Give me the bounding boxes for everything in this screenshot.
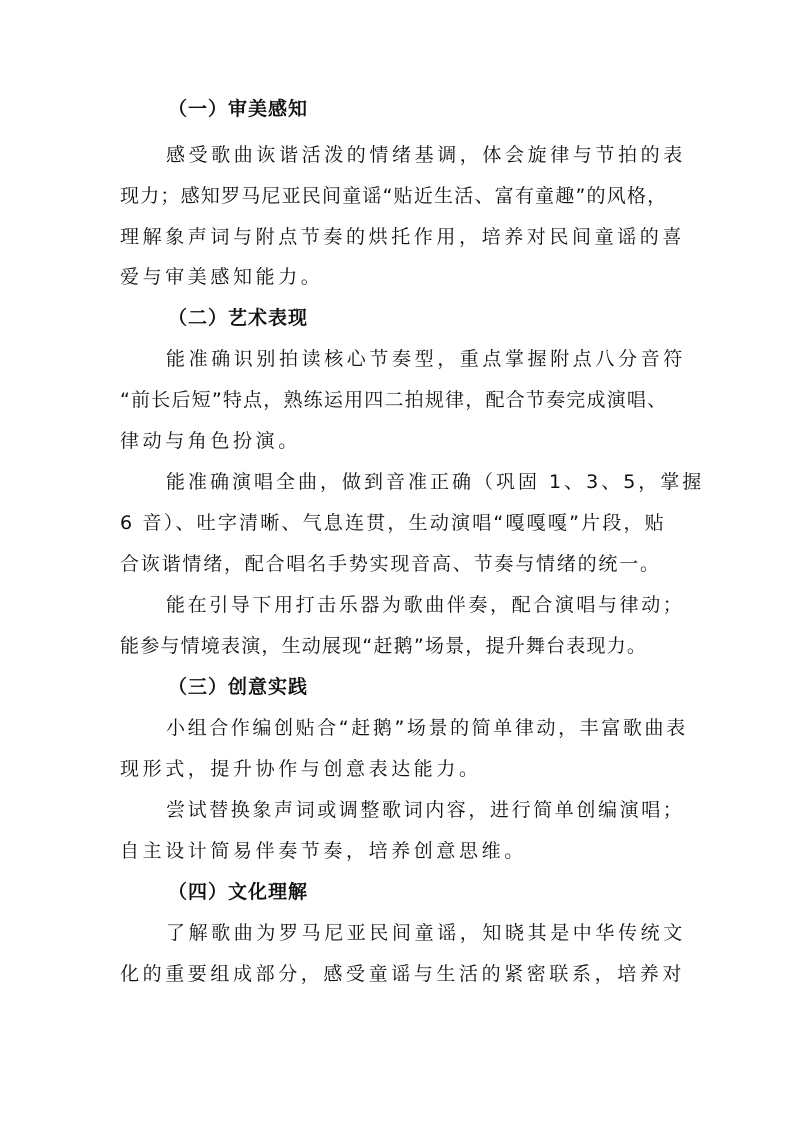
- paragraph-line: 能参与情境表演，生动展现“赶鹅”场景，提升舞台表现力。: [120, 635, 648, 657]
- paragraph-line: 现力；感知罗马尼亚民间童谣“贴近生活、富有童趣”的风格，: [120, 185, 668, 207]
- paragraph-line: 能在引导下用打击乐器为歌曲伴奏，配合演唱与律动；: [166, 594, 685, 616]
- paragraph-line: 现形式，提升协作与创意表达能力。: [120, 758, 482, 780]
- paragraph-line: 爱与审美感知能力。: [120, 266, 324, 288]
- paragraph-line: 能准确识别拍读核心节奏型，重点掌握附点八分音符: [166, 348, 686, 370]
- paragraph-line: 尝试替换象声词或调整歌词内容，进行简单创编演唱；: [166, 799, 685, 821]
- paragraph-line: 能准确演唱全曲，做到音准正确（巩固 1、3、5，掌握: [166, 471, 705, 493]
- paragraph-line: 理解象声词与附点节奏的烘托作用，培养对民间童谣的喜: [120, 226, 686, 248]
- paragraph-line: “前长后短”特点，熟练运用四二拍规律，配合节奏完成演唱、: [120, 389, 668, 411]
- section-heading-aesthetic-perception: （一）审美感知: [168, 98, 309, 120]
- section-heading-artistic-expression: （二）艺术表现: [168, 307, 309, 329]
- paragraph-line: 律动与角色扮演。: [120, 430, 301, 452]
- paragraph-line: 6 音）、吐字清晰、气息连贯，生动演唱“嘎嘎嘎”片段，贴: [120, 512, 666, 534]
- section-heading-creative-practice: （三）创意实践: [168, 676, 309, 698]
- section-heading-cultural-understanding: （四）文化理解: [168, 881, 309, 903]
- paragraph-line: 化的重要组成部分，感受童谣与生活的紧密联系，培养对: [120, 963, 686, 985]
- paragraph-line: 小组合作编创贴合“赶鹅”场景的简单律动，丰富歌曲表: [166, 717, 688, 739]
- paragraph-line: 自主设计简易伴奏节奏，培养创意思维。: [120, 840, 527, 862]
- paragraph-line: 合诙谐情绪，配合唱名手势实现音高、节奏与情绪的统一。: [120, 553, 661, 575]
- paragraph-line: 了解歌曲为罗马尼亚民间童谣，知晓其是中华传统文: [166, 922, 686, 944]
- paragraph-line: 感受歌曲诙谐活泼的情绪基调，体会旋律与节拍的表: [166, 144, 686, 166]
